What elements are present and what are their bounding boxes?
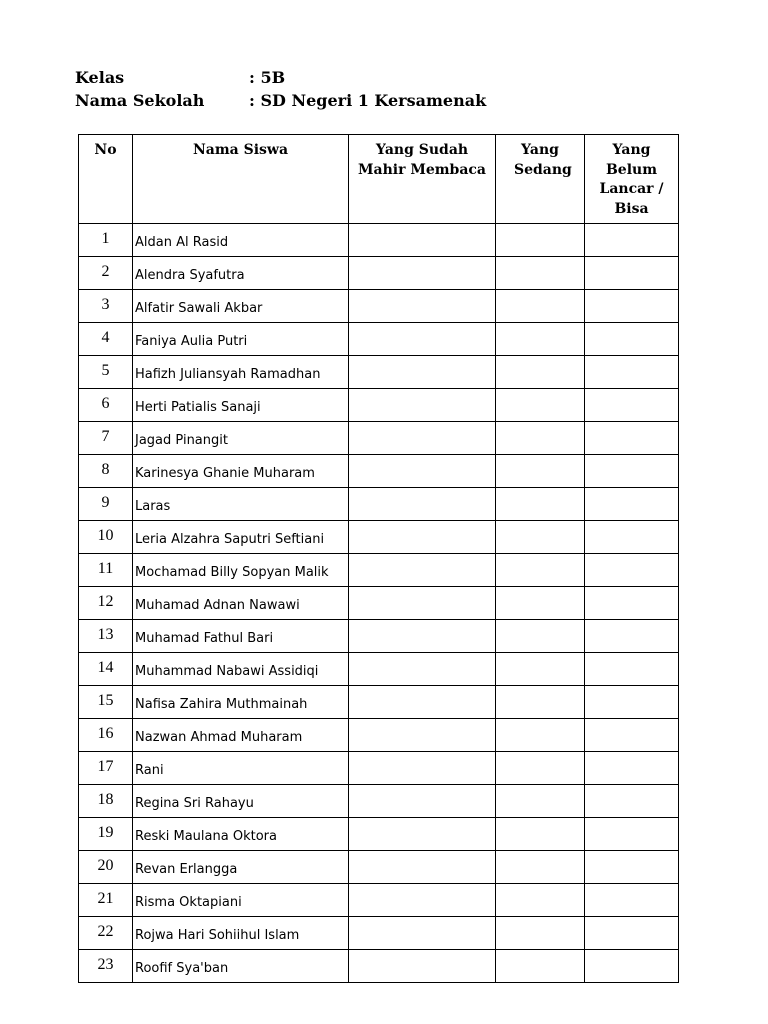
- cell-belum-lancar[interactable]: [585, 323, 679, 356]
- cell-belum-lancar[interactable]: [585, 653, 679, 686]
- table-row: [79, 422, 679, 455]
- cell-sedang[interactable]: [496, 917, 585, 950]
- table-header-row: [79, 135, 679, 224]
- cell-sedang[interactable]: [496, 851, 585, 884]
- cell-belum-lancar[interactable]: [585, 884, 679, 917]
- cell-sedang[interactable]: [496, 257, 585, 290]
- cell-sedang[interactable]: [496, 356, 585, 389]
- cell-sedang[interactable]: [496, 587, 585, 620]
- student-name: Leria Alzahra Saputri Seftiani: [133, 521, 349, 554]
- kelas-label: Kelas: [75, 68, 125, 87]
- cell-sedang[interactable]: [496, 884, 585, 917]
- row-number: 9: [79, 488, 133, 521]
- row-number: 5: [79, 356, 133, 389]
- cell-sudah-mahir[interactable]: [349, 950, 496, 983]
- cell-sedang[interactable]: [496, 785, 585, 818]
- row-number: 21: [79, 884, 133, 917]
- cell-sudah-mahir[interactable]: [349, 653, 496, 686]
- row-number: 19: [79, 818, 133, 851]
- table-row: [79, 356, 679, 389]
- cell-sudah-mahir[interactable]: [349, 686, 496, 719]
- cell-belum-lancar[interactable]: [585, 620, 679, 653]
- student-name: Muhamad Fathul Bari: [133, 620, 349, 653]
- row-number: 8: [79, 455, 133, 488]
- row-number: 16: [79, 719, 133, 752]
- table-row: [79, 290, 679, 323]
- cell-sedang[interactable]: [496, 455, 585, 488]
- cell-sudah-mahir[interactable]: [349, 719, 496, 752]
- cell-sedang[interactable]: [496, 389, 585, 422]
- student-name: Faniya Aulia Putri: [133, 323, 349, 356]
- cell-belum-lancar[interactable]: [585, 290, 679, 323]
- student-name: Risma Oktapiani: [133, 884, 349, 917]
- student-name: Alfatir Sawali Akbar: [133, 290, 349, 323]
- cell-sudah-mahir[interactable]: [349, 224, 496, 257]
- student-name: Reski Maulana Oktora: [133, 818, 349, 851]
- table-row: [79, 917, 679, 950]
- row-number: 1: [79, 224, 133, 257]
- cell-sedang[interactable]: [496, 290, 585, 323]
- row-number: 17: [79, 752, 133, 785]
- student-name: Karinesya Ghanie Muharam: [133, 455, 349, 488]
- student-name: Nafisa Zahira Muthmainah: [133, 686, 349, 719]
- student-name: Muhamad Adnan Nawawi: [133, 587, 349, 620]
- table-row: [79, 653, 679, 686]
- cell-belum-lancar[interactable]: [585, 752, 679, 785]
- student-name: Rojwa Hari Sohiihul Islam: [133, 917, 349, 950]
- cell-sedang[interactable]: [496, 950, 585, 983]
- cell-sedang[interactable]: [496, 488, 585, 521]
- col-header-belum-lancar: Yang Belum Lancar / Bisa: [585, 135, 679, 224]
- cell-sedang[interactable]: [496, 653, 585, 686]
- table-row: [79, 752, 679, 785]
- row-number: 7: [79, 422, 133, 455]
- cell-sedang[interactable]: [496, 323, 585, 356]
- cell-sedang[interactable]: [496, 224, 585, 257]
- cell-belum-lancar[interactable]: [585, 917, 679, 950]
- row-number: 23: [79, 950, 133, 983]
- cell-sudah-mahir[interactable]: [349, 323, 496, 356]
- cell-sudah-mahir[interactable]: [349, 389, 496, 422]
- table-row: [79, 323, 679, 356]
- table-row: [79, 587, 679, 620]
- cell-sudah-mahir[interactable]: [349, 851, 496, 884]
- table-row: [79, 686, 679, 719]
- table-row: [79, 455, 679, 488]
- cell-belum-lancar[interactable]: [585, 455, 679, 488]
- row-number: 2: [79, 257, 133, 290]
- table-row: [79, 719, 679, 752]
- cell-sudah-mahir[interactable]: [349, 521, 496, 554]
- student-name: Hafizh Juliansyah Ramadhan: [133, 356, 349, 389]
- cell-belum-lancar[interactable]: [585, 521, 679, 554]
- cell-belum-lancar[interactable]: [585, 719, 679, 752]
- kelas-value: : 5B: [249, 68, 286, 87]
- cell-sedang[interactable]: [496, 521, 585, 554]
- cell-belum-lancar[interactable]: [585, 818, 679, 851]
- student-name: Alendra Syafutra: [133, 257, 349, 290]
- student-name: Revan Erlangga: [133, 851, 349, 884]
- student-name: Nazwan Ahmad Muharam: [133, 719, 349, 752]
- cell-belum-lancar[interactable]: [585, 851, 679, 884]
- cell-sudah-mahir[interactable]: [349, 884, 496, 917]
- student-name: Regina Sri Rahayu: [133, 785, 349, 818]
- cell-sudah-mahir[interactable]: [349, 356, 496, 389]
- cell-sudah-mahir[interactable]: [349, 917, 496, 950]
- student-name: Aldan Al Rasid: [133, 224, 349, 257]
- table-row: [79, 884, 679, 917]
- row-number: 12: [79, 587, 133, 620]
- table-row: [79, 389, 679, 422]
- cell-sedang[interactable]: [496, 620, 585, 653]
- row-number: 13: [79, 620, 133, 653]
- cell-sudah-mahir[interactable]: [349, 455, 496, 488]
- cell-sudah-mahir[interactable]: [349, 488, 496, 521]
- row-number: 20: [79, 851, 133, 884]
- row-number: 18: [79, 785, 133, 818]
- cell-belum-lancar[interactable]: [585, 785, 679, 818]
- cell-sedang[interactable]: [496, 818, 585, 851]
- student-name: Muhammad Nabawi Assidiqi: [133, 653, 349, 686]
- table-row: [79, 554, 679, 587]
- cell-sudah-mahir[interactable]: [349, 785, 496, 818]
- table-row: [79, 224, 679, 257]
- col-header-sudah-mahir: Yang Sudah Mahir Membaca: [349, 135, 496, 224]
- student-name: Laras: [133, 488, 349, 521]
- table-row: [79, 818, 679, 851]
- table-row: [79, 785, 679, 818]
- cell-sudah-mahir[interactable]: [349, 818, 496, 851]
- cell-belum-lancar[interactable]: [585, 422, 679, 455]
- row-number: 4: [79, 323, 133, 356]
- table-row: [79, 620, 679, 653]
- cell-belum-lancar[interactable]: [585, 587, 679, 620]
- cell-belum-lancar[interactable]: [585, 554, 679, 587]
- cell-sedang[interactable]: [496, 752, 585, 785]
- table-row: [79, 521, 679, 554]
- sekolah-value: : SD Negeri 1 Kersamenak: [249, 91, 487, 110]
- cell-sudah-mahir[interactable]: [349, 752, 496, 785]
- document-header: [75, 66, 486, 112]
- cell-sudah-mahir[interactable]: [349, 620, 496, 653]
- row-number: 15: [79, 686, 133, 719]
- cell-sudah-mahir[interactable]: [349, 290, 496, 323]
- student-name: Jagad Pinangit: [133, 422, 349, 455]
- cell-belum-lancar[interactable]: [585, 686, 679, 719]
- table-row: [79, 950, 679, 983]
- col-header-nama-siswa: Nama Siswa: [133, 135, 349, 224]
- cell-sudah-mahir[interactable]: [349, 554, 496, 587]
- student-name: Mochamad Billy Sopyan Malik: [133, 554, 349, 587]
- cell-sedang[interactable]: [496, 422, 585, 455]
- row-number: 3: [79, 290, 133, 323]
- cell-sedang[interactable]: [496, 719, 585, 752]
- cell-belum-lancar[interactable]: [585, 389, 679, 422]
- row-number: 14: [79, 653, 133, 686]
- cell-belum-lancar[interactable]: [585, 950, 679, 983]
- kelas-row: [75, 66, 486, 89]
- cell-belum-lancar[interactable]: [585, 356, 679, 389]
- cell-sudah-mahir[interactable]: [349, 422, 496, 455]
- cell-sedang[interactable]: [496, 686, 585, 719]
- cell-sedang[interactable]: [496, 554, 585, 587]
- row-number: 6: [79, 389, 133, 422]
- cell-sudah-mahir[interactable]: [349, 587, 496, 620]
- student-name: Rani: [133, 752, 349, 785]
- table-row: [79, 488, 679, 521]
- row-number: 10: [79, 521, 133, 554]
- cell-belum-lancar[interactable]: [585, 257, 679, 290]
- cell-belum-lancar[interactable]: [585, 488, 679, 521]
- student-name: Herti Patialis Sanaji: [133, 389, 349, 422]
- sekolah-label: Nama Sekolah: [75, 91, 205, 110]
- cell-sudah-mahir[interactable]: [349, 257, 496, 290]
- col-header-no: No: [79, 135, 133, 224]
- row-number: 22: [79, 917, 133, 950]
- student-name: Roofif Sya'ban: [133, 950, 349, 983]
- row-number: 11: [79, 554, 133, 587]
- col-header-sedang: Yang Sedang: [496, 135, 585, 224]
- student-reading-table: [78, 134, 679, 983]
- table-row: [79, 851, 679, 884]
- sekolah-row: [75, 89, 486, 112]
- table-row: [79, 257, 679, 290]
- cell-belum-lancar[interactable]: [585, 224, 679, 257]
